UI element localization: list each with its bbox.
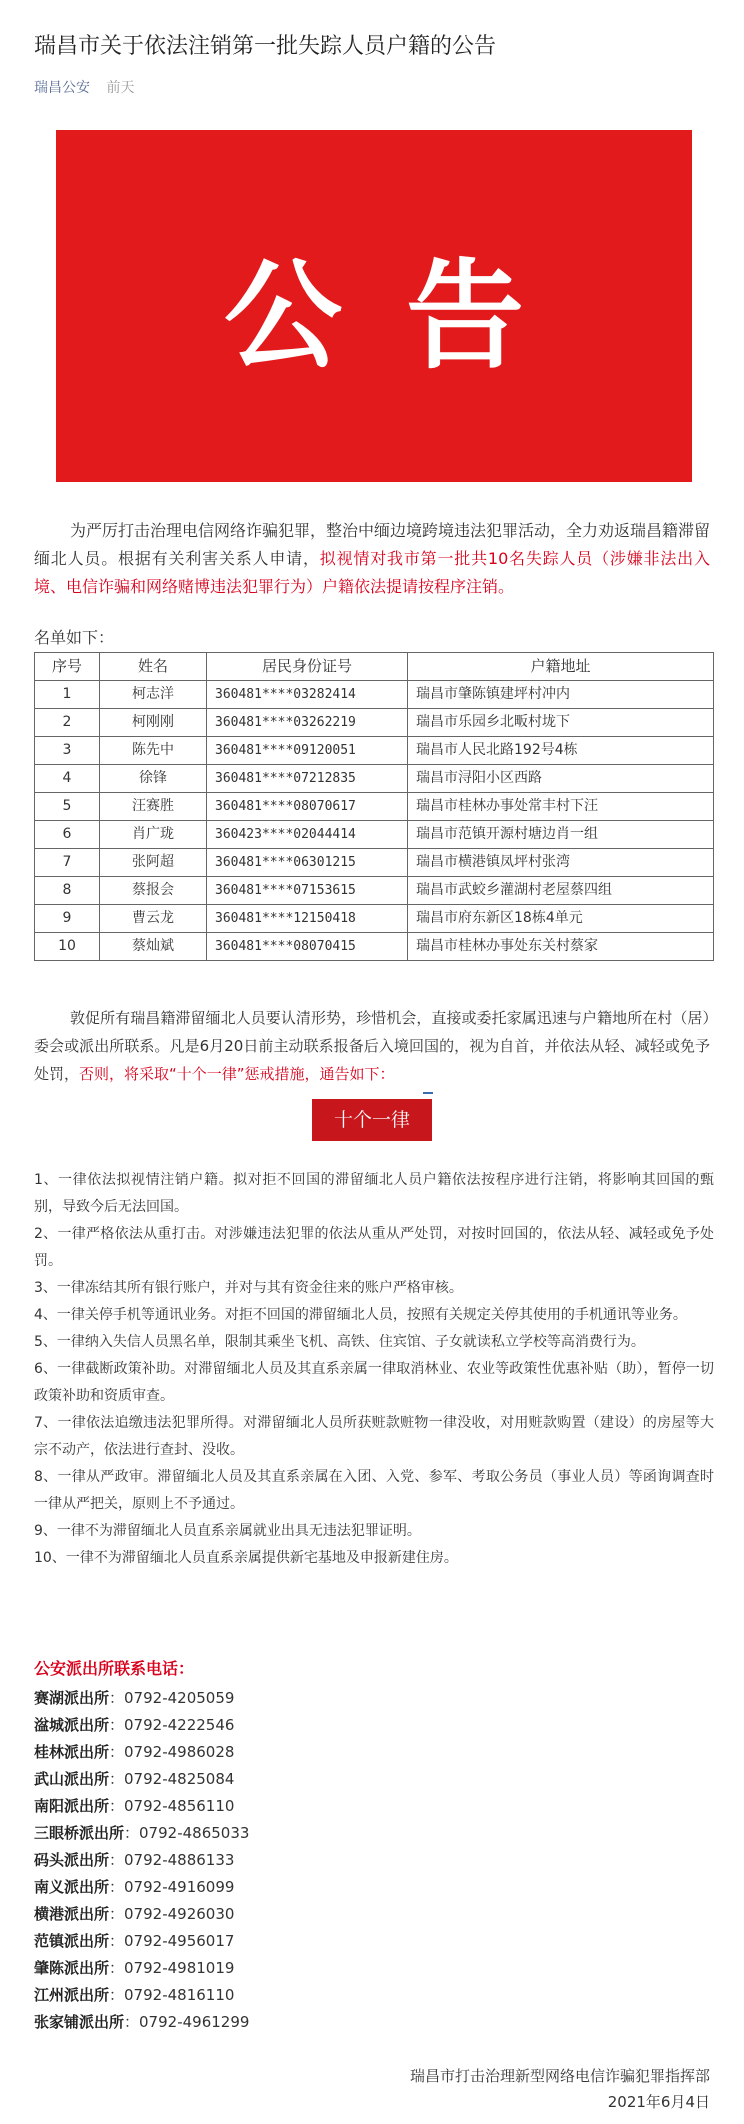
cell-address: 瑞昌市府东新区18栋4单元 xyxy=(408,905,714,933)
station-name: 赛湖派出所 xyxy=(34,1689,110,1707)
cell-address: 瑞昌市人民北路192号4栋 xyxy=(408,737,714,765)
contact-item xyxy=(34,1955,534,1982)
table-row xyxy=(35,849,714,877)
cell-name: 陈先中 xyxy=(100,737,207,765)
cell-address: 瑞昌市桂林办事处常丰村下汪 xyxy=(408,793,714,821)
announcement-banner-image xyxy=(56,130,692,482)
header-address: 户籍地址 xyxy=(408,653,714,681)
station-name: 湓城派出所 xyxy=(34,1716,110,1734)
station-phone: ：0792-4856110 xyxy=(109,1797,235,1815)
station-phone: ：0792-4956017 xyxy=(109,1932,235,1950)
station-name: 肇陈派出所 xyxy=(34,1959,110,1977)
author-link[interactable]: 瑞昌公安 xyxy=(34,80,90,96)
table-row xyxy=(35,793,714,821)
cell-id: 360481****06301215 xyxy=(207,849,408,877)
cell-id: 360481****03282414 xyxy=(207,681,408,709)
signature-date: 2021年6月4日 xyxy=(607,2093,710,2111)
cell-no: 7 xyxy=(35,849,100,877)
cell-no: 9 xyxy=(35,905,100,933)
cell-no: 10 xyxy=(35,933,100,961)
contact-item xyxy=(34,2009,534,2036)
measures-title-badge: 十个一律 xyxy=(312,1099,432,1141)
table-row xyxy=(35,933,714,961)
cell-id: 360481****03262219 xyxy=(207,709,408,737)
cell-address: 瑞昌市肇陈镇建坪村冲内 xyxy=(408,681,714,709)
measure-item: 3、一律冻结其所有银行账户，并对与其有资金往来的账户严格审核。 xyxy=(34,1280,463,1296)
cell-no: 2 xyxy=(35,709,100,737)
station-phone: ：0792-4916099 xyxy=(109,1878,235,1896)
station-phone: ：0792-4961299 xyxy=(124,2013,250,2031)
cell-id: 360481****08070415 xyxy=(207,933,408,961)
station-name: 南阳派出所 xyxy=(34,1797,110,1815)
cell-name: 徐锋 xyxy=(100,765,207,793)
measure-item: 4、一律关停手机等通讯业务。对拒不回国的滞留缅北人员，按照有关规定关停其使用的手机通讯等业务。 xyxy=(34,1307,687,1323)
publish-time: 前天 xyxy=(106,80,135,96)
cell-name: 蔡灿斌 xyxy=(100,933,207,961)
contact-item xyxy=(34,1847,534,1874)
cell-address: 瑞昌市横港镇凤坪村张湾 xyxy=(408,849,714,877)
station-phone: ：0792-4816110 xyxy=(109,1986,235,2004)
station-name: 张家铺派出所 xyxy=(34,2013,125,2031)
station-name: 武山派出所 xyxy=(34,1770,110,1788)
table-row xyxy=(35,765,714,793)
station-phone: ：0792-4825084 xyxy=(109,1770,235,1788)
measure-item: 8、一律从严政审。滞留缅北人员及其直系亲属在入团、入党、参军、考取公务员（事业人员）等函询调查时一律从严把关，原则上不予通过。 xyxy=(34,1469,714,1512)
cell-no: 8 xyxy=(35,877,100,905)
intro-highlight: 拟视情对我市第一批共10名失踪人员（涉嫌非法出入境、电信诈骗和网络赌博违法犯罪行为）户籍依法提请按程序注销。 xyxy=(34,549,710,596)
contact-item xyxy=(34,1982,534,2009)
header-id: 居民身份证号 xyxy=(207,653,408,681)
cell-name: 柯志洋 xyxy=(100,681,207,709)
cell-no: 6 xyxy=(35,821,100,849)
contact-item xyxy=(34,1874,534,1901)
station-phone: ：0792-4886133 xyxy=(109,1851,235,1869)
cell-address: 瑞昌市桂林办事处东关村蔡家 xyxy=(408,933,714,961)
station-name: 范镇派出所 xyxy=(34,1932,110,1950)
measures-list xyxy=(34,1167,714,1572)
cell-id: 360481****09120051 xyxy=(207,737,408,765)
table-body xyxy=(35,681,714,961)
cell-name: 肖广珑 xyxy=(100,821,207,849)
measure-item: 9、一律不为滞留缅北人员直系亲属就业出具无违法犯罪证明。 xyxy=(34,1523,421,1539)
cell-name: 蔡报会 xyxy=(100,877,207,905)
signature-block xyxy=(410,2063,710,2115)
decorative-mark xyxy=(423,1092,433,1094)
measure-item: 10、一律不为滞留缅北人员直系亲属提供新宅基地及申报新建住房。 xyxy=(34,1550,458,1566)
station-name: 码头派出所 xyxy=(34,1851,110,1869)
measure-item: 7、一律依法追缴违法犯罪所得。对滞留缅北人员所获赃款赃物一律没收，对用赃款购置（建设）的房屋等大宗不动产，依法进行查封、没收。 xyxy=(34,1415,714,1458)
table-row xyxy=(35,737,714,765)
contact-item xyxy=(34,1685,534,1712)
station-name: 江州派出所 xyxy=(34,1986,110,2004)
station-name: 桂林派出所 xyxy=(34,1743,110,1761)
contact-item xyxy=(34,1712,534,1739)
appeal-highlight: 否则，将采取“十个一律”惩戒措施，通告如下： xyxy=(79,1065,395,1083)
contact-item xyxy=(34,1793,534,1820)
cell-id: 360481****07212835 xyxy=(207,765,408,793)
contact-item xyxy=(34,1739,534,1766)
intro-paragraph xyxy=(34,517,710,601)
appeal-paragraph xyxy=(34,1004,710,1088)
station-name: 三眼桥派出所 xyxy=(34,1824,125,1842)
contact-item xyxy=(34,1766,534,1793)
table-row xyxy=(35,905,714,933)
measure-item: 6、一律截断政策补助。对滞留缅北人员及其直系亲属一律取消林业、农业等政策性优惠补贴（助），暂停一切政策补助和资质审查。 xyxy=(34,1361,714,1404)
cell-name: 曹云龙 xyxy=(100,905,207,933)
banner-text: 公告 xyxy=(223,247,588,385)
cell-id: 360481****07153615 xyxy=(207,877,408,905)
table-row xyxy=(35,681,714,709)
cell-name: 张阿超 xyxy=(100,849,207,877)
cell-id: 360423****02044414 xyxy=(207,821,408,849)
cell-address: 瑞昌市浔阳小区西路 xyxy=(408,765,714,793)
measure-item: 2、一律严格依法从重打击。对涉嫌违法犯罪的依法从重从严处罚，对按时回国的，依法从轻、减轻或免予处罚。 xyxy=(34,1226,714,1269)
header-name: 姓名 xyxy=(100,653,207,681)
cell-no: 5 xyxy=(35,793,100,821)
article-meta xyxy=(34,78,134,98)
intro-text: 为严厉打击治理电信网络诈骗犯罪，整治中缅边境跨境违法犯罪活动，全力劝返瑞昌籍滞留缅北人员。根据有关利害关系人申请， xyxy=(34,521,711,568)
contact-item xyxy=(34,1901,534,1928)
station-phone: ：0792-4981019 xyxy=(109,1959,235,1977)
contact-item xyxy=(34,1928,534,1955)
article-title: 瑞昌市关于依法注销第一批失踪人员户籍的公告 xyxy=(34,34,497,59)
cell-id: 360481****08070617 xyxy=(207,793,408,821)
cell-name: 柯刚刚 xyxy=(100,709,207,737)
appeal-text: 敦促所有瑞昌籍滞留缅北人员要认清形势，珍惜机会，直接或委托家属迅速与户籍地所在村（居）委会或派出所联系。凡是6月20日前主动联系报备后入境回国的，视为自首，并依法从轻、减轻或免予处罚， xyxy=(34,1009,710,1083)
cell-no: 3 xyxy=(35,737,100,765)
table-row xyxy=(35,877,714,905)
missing-persons-table xyxy=(34,652,714,961)
station-phone: ：0792-4205059 xyxy=(109,1689,235,1707)
station-name: 南义派出所 xyxy=(34,1878,110,1896)
cell-no: 1 xyxy=(35,681,100,709)
contacts-list xyxy=(34,1685,534,2036)
cell-address: 瑞昌市武蛟乡灌湖村老屋蔡四组 xyxy=(408,877,714,905)
station-phone: ：0792-4926030 xyxy=(109,1905,235,1923)
cell-address: 瑞昌市范镇开源村塘边肖一组 xyxy=(408,821,714,849)
station-phone: ：0792-4222546 xyxy=(109,1716,235,1734)
cell-id: 360481****12150418 xyxy=(207,905,408,933)
station-phone: ：0792-4986028 xyxy=(109,1743,235,1761)
cell-address: 瑞昌市乐园乡北畈村垅下 xyxy=(408,709,714,737)
station-name: 横港派出所 xyxy=(34,1905,110,1923)
header-no: 序号 xyxy=(35,653,100,681)
contact-item xyxy=(34,1820,534,1847)
list-label: 名单如下： xyxy=(34,628,115,647)
station-phone: ：0792-4865033 xyxy=(124,1824,250,1842)
cell-name: 汪赛胜 xyxy=(100,793,207,821)
contacts-title: 公安派出所联系电话： xyxy=(34,1659,195,1678)
table-header-row xyxy=(35,653,714,681)
cell-no: 4 xyxy=(35,765,100,793)
signature-org: 瑞昌市打击治理新型网络电信诈骗犯罪指挥部 xyxy=(409,2067,710,2085)
measure-item: 5、一律纳入失信人员黑名单，限制其乘坐飞机、高铁、住宾馆、子女就读私立学校等高消费行为。 xyxy=(34,1334,645,1350)
table-row xyxy=(35,709,714,737)
table-row xyxy=(35,821,714,849)
measure-item: 1、一律依法拟视情注销户籍。拟对拒不回国的滞留缅北人员户籍依法按程序进行注销，将影响其回国的甄别，导致今后无法回国。 xyxy=(34,1172,714,1215)
